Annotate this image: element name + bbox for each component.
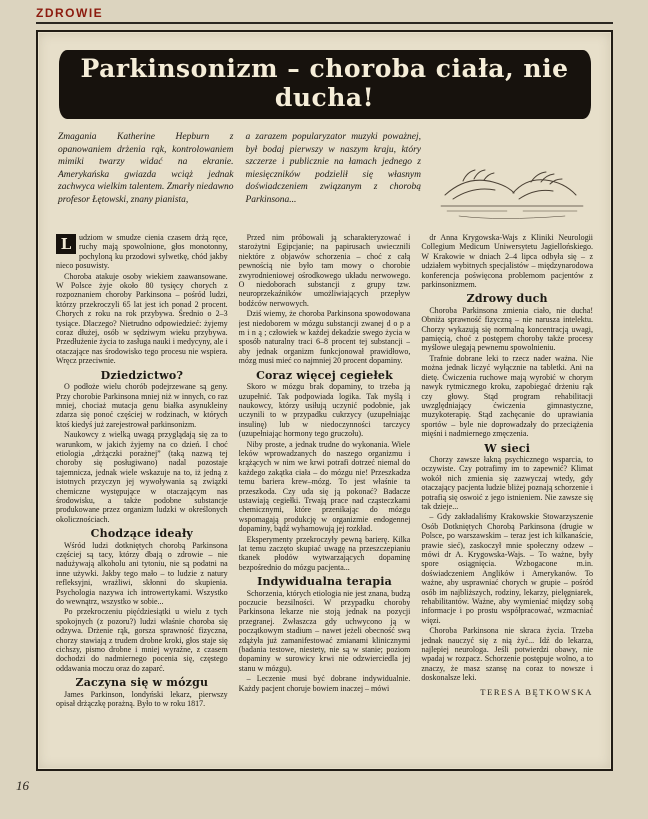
paragraph: Choroba atakuje osoby wiekiem zaawansowane. W Polsce żyje około 80 tysięcy chorych z rozpoznaniem choroby Parkinsona – pośród ludzi, którzy przekroczyli 65 lat jest ich ponad 2 procent. Chorych z roku na rok przybywa. Średnio o 2–3 tysiące. Dlaczego? Nietrudno odpowiedzieć: żyjemy coraz dłużej, osób w sędziwym wieku przybywa. Przedłużenie życia to zasługa nauki i medycyny, ale i otaczające nas środowisko tego procesu nie wspiera. Wręcz przeciwnie. (56, 271, 228, 366)
section-heading: Zaczyna się w mózgu (75, 676, 209, 690)
paragraph: Trafnie dobrane leki to rzecz nader ważna. Nie można jednak liczyć wyłącznie na tabletki. Ani na dietę. Ćwiczenia ruchowe mają wyrobić w chorym nawyk rytmicznego kroku, zapobiegać drżeniu rąk czy głowy. Stąd program rehabilitacji uwzględniający ćwiczenia gimnastyczne, muzykoterapię. Stąd zachęcanie do uprawiania sportów – byle nie doprowadzały do przeciążenia mięśni i nadmiernego zmęczenia. (421, 353, 594, 439)
paragraph: L udziom w smudze cienia czasem drżą ręce, ruchy mają spowolnione, głos monotonny, pochyloną ku przodowi sylwetkę, chód jakby nieco posuwisty. (56, 233, 228, 271)
section-kicker: ZDROWIE (36, 6, 104, 20)
section-heading: Chodzące ideały (90, 527, 193, 541)
article-column-1 (56, 233, 228, 819)
header-rule (36, 22, 613, 24)
section-heading: Coraz więcej cegiełek (256, 368, 393, 382)
paragraph: Choroba Parkinsona nie skraca życia. Trzeba jednak nauczyć się z nią żyć... Idź do lekarza, najlepiej neurologa. Jeśli potwierdzi obawy, nie wpadaj w rozpacz. Schorzenie postępuje wolno, a to znaczy, że masz szansę na coraz to nowsze i doskonalsze leki. (421, 626, 594, 683)
paragraph: – Leczenie musi być dobrane indywidualnie. Każdy pacjent choruje bowiem inaczej – mówi (238, 674, 411, 693)
paragraph: Przed nim próbowali ją scharakteryzować i starożytni Egipcjanie; na papirusach uwiecznili niektóre z objawów schorzenia – choć z całą pewnością nie było tam mowy o chorobie zwyrodnieniowej ośrodkowego układu nerwowego. O niedoborach substancji z grupy tzw. neuroprzekaźników umożliwiających przepływ bodźców nerwowych. (238, 233, 411, 308)
lead-paragraph-left: Zmagania Katherine Hepburn z opanowaniem drżenia rąk, kontrolowaniem mimiki twarzy widać na ekranie. Amerykańska gwiazda wciąż jednak zachwyca wielkim talentem. Zmarły niedawno profesor Łętowski, znany pianista, (58, 132, 234, 205)
paragraph: Dziś wiemy, że choroba Parkinsona spowodowana jest niedoborem w mózgu substancji zwanej d o p a m i n ą ; człowiek w każdej dekadzie swego życia w sposób naturalny traci 6–8 procent tej substancji – aby jednak organizm funkcjonował prawidłowo, mózg musi mieć co najmniej 20 procent dopaminy. (238, 309, 411, 366)
paragraph: James Parkinson, londyński lekarz, pierwszy opisał drżączkę porażną. Było to w roku 1817. (56, 689, 228, 709)
paragraph: O podłoże wielu chorób podejrzewane są geny. Przy chorobie Parkinsona mniej niż w innych, co raz mniej, chociaż mutacja genu białka asynukleiny zdarza się ponoć częściej w rodzinach, w których ktoś kiedyś już zarejestrował parkinsonizm. (56, 382, 228, 429)
paragraph: Wśród ludzi dotkniętych chorobą Parkinsona częściej są tacy, którzy dbają o zdrowie – nie nadużywają alkoholu ani tytoniu, nie są podatni na inne używki. Jakby tego mało – to ludzie z natury refleksyjni, wrażliwi, skłonni do skupienia. Psychologia nazywa ich introwertykami. Wszystko do wewnątrz, wszystko w sobie... (56, 540, 228, 607)
page-number: 16 (16, 778, 29, 793)
paragraph: Po przekroczeniu pięćdziesiątki u wielu z tych spokojnych (z pozoru?) ludzi właśnie choroba się odzywa. Drżenie rąk, gorsza sprawność fizyczna, chorzy stawiają z trudem drobne kroki, głos staje się cichszy, pismo drobne i mniej wyraźne, z czasem dochodzi do nadmiernego pocenia się, częstego oddawania moczu oraz do zaparć. (56, 607, 228, 673)
paragraph: – Gdy zakładaliśmy Krakowskie Stowarzyszenie Osób Dotkniętych Chorobą Parkinsona (drugie w Polsce, po warszawskim – teraz jest ich kilkanaście, prawie sieć), zaskoczył mnie społeczny odzew – mówi dr A. Krygowska-Wajs. – To ważne, były spore osiągnięcia. Wzbogacone m.in. doświadczeniem Anglików i Amerykanów. To ważne, aby usprawniać chorych w grupie – pośród osób im najbliższych, rodziny, lekarzy, pielęgniarek, rehabilitantów. Ważne, aby wymieniać między sobą informacje i po prostu współpracować, wzmacniać więzi. (421, 512, 594, 625)
article-title-banner: Parkinsonizm – choroba ciała, nie ducha! (59, 50, 591, 119)
section-heading: Dziedzictwo? (100, 368, 184, 382)
lead-section (58, 131, 591, 223)
paragraph: Naukowcy z wielką uwagą przyglądają się za to warunkom, w jakich żyjemy na co dzień. I choć etiologia „drżączki porażnej” (taką nazwą tej choroby się posługiwano) nadal pozostaje tajemnicza, jednak wiele wskazuje na to, iż jedną z istotnych przyczyn jej wywoływania są związki chemiczne występujące w otaczającym nas środowisku, a także podobne substancje produkowane przez organizm ludzki w określonych okolicznościach. (56, 430, 228, 524)
lead-paragraph-right: a zarazem popularyzator muzyki poważnej, był bodaj pierwszy w naszym kraju, który szczerze i publicznie na łamach jednego z miesięczników podzielił się własnym doświadczeniem związanym z chorobą Parkinsona... (245, 132, 421, 205)
section-heading: Indywidualna terapia (257, 575, 392, 589)
paragraph: Schorzenia, których etiologia nie jest znana, budzą poczucie bezsilności. W przypadku choroby Parkinsona lekarze nie stoją jednak na pozycji przegranej. Zwłaszcza gdy uchwycono ją w początkowym stadium – nawet jeżeli obecność swą zdążyła już zamanifestować zmianami klinicznymi (badania testowe, niestety, nie są w stanie; poziom dopaminy w surowicy krwi nie odzwierciedla jej stanu w mózgu). (238, 588, 411, 673)
section-heading: Zdrowy duch (466, 292, 548, 306)
hands-sketch-illustration (433, 149, 591, 223)
paragraph: Chorzy zawsze łakną psychicznego wsparcia, to oczywiste. Czy potrafimy im to zapewnić? Klimat wokół nich zmienia się zazwyczaj wtedy, gdy otaczający pacjenta ludzie bliżej poznają schorzenie i potrafią się oswoić z jego istnieniem. Nie zawsze się tak dzieje... (421, 454, 594, 511)
drop-cap: L (56, 234, 76, 254)
paragraph: Niby proste, a jednak trudne do wykonania. Wiele leków wprowadzanych do naszego organizmu i krążących w nim we krwi potrafi dotrzeć niemal do każdego zakątka ciała – do mózgu nie! Przeszkadza temu bariera krew–mózg. To jest właśnie ta przeszkoda. Czy uda się ją pokonać? Badacze ustawiają cegiełki. Trwają prace nad cząsteczkami chemicznymi, które przenikając do mózgu wspomagają produkcję w organizmie endogennej dopaminy, bądź wyhamowują jej rozkład. (238, 439, 411, 534)
article-column-3 (421, 233, 593, 819)
body-columns (56, 233, 593, 819)
paragraph: Skoro w mózgu brak dopaminy, to trzeba ją uzupełnić. Tak podpowiada logika. Tak myślą i naukowcy, którzy usiłują uczynić podobnie, jak uczynili to w przypadku cukrzycy (uzupełniając insulinę) lub w niedoczynności tarczycy (uzupełniając hormony tego gruczołu). (238, 382, 411, 439)
section-heading: W sieci (484, 441, 531, 455)
paragraph: Eksperymenty przekroczyły pewną barierę. Kilka lat temu zaczęto skupiać uwagę na przeszczepianiu tkanek płodów wytwarzających dopaminę bezpośrednio do mózgu pacjenta... (238, 534, 411, 572)
paragraph: dr Anna Krygowska-Wajs z Kliniki Neurologii Collegium Medicum Uniwersytetu Jagiellońskiego. W Krakowie w dniach 2–4 lipca odbyła się – z udziałem wybitnych specjalistów – międzynarodowa konferencja poświęcona problemom pacjentów z parkinsonizmem. (421, 233, 594, 290)
paragraph: Choroba Parkinsona zmienia ciało, nie ducha! Obniża sprawność fizyczną – nie narusza intelektu. Chorzy wykazują się normalną koncentracją uwagi, pamięcią, choć z postępem choroby także procesy myślowe ulegają pewnemu spowolnieniu. (421, 305, 594, 353)
author-byline: TERESA BĘTKOWSKA (480, 686, 594, 697)
article-column-2 (239, 233, 411, 819)
article-frame (36, 30, 613, 771)
